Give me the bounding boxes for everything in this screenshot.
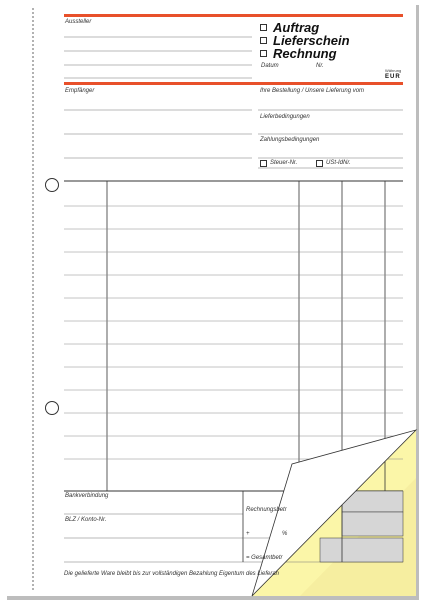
bank-label: Bankverbindung: [65, 493, 109, 499]
total-label: = Gesamtbetr: [246, 555, 283, 561]
checkbox-order[interactable]: [260, 24, 267, 31]
checkbox-tax-number[interactable]: [260, 160, 267, 167]
header-bar-bottom: [64, 82, 403, 85]
doc-type-order: Auftrag: [273, 20, 320, 35]
checkbox-delivery-note[interactable]: [260, 37, 267, 44]
recipient-label: Empfänger: [65, 88, 95, 94]
checkbox-invoice[interactable]: [260, 50, 267, 57]
order-ref-label: Ihre Bestellung / Unsere Lieferung vom: [260, 88, 365, 94]
invoice-amount-label: Rechnungsbetr: [246, 507, 287, 513]
vat-id-label: USt-IdNr.: [326, 160, 351, 166]
delivery-terms-label: Lieferbedingungen: [260, 114, 310, 120]
plus-sign: +: [246, 531, 250, 537]
currency-label: Währung: [385, 68, 402, 73]
percent-sign: %: [282, 531, 288, 537]
date-label: Datum: [261, 63, 279, 69]
checkbox-vat-id[interactable]: [316, 160, 323, 167]
issuer-label: Aussteller: [65, 19, 92, 25]
header-bar-top: [64, 14, 403, 17]
payment-terms-label: Zahlungsbedingungen: [260, 137, 320, 143]
doc-type-invoice: Rechnung: [273, 46, 337, 61]
retention-note: Die gelieferte Ware bleibt bis zur vollständigen Bezahlung Eigentum des Lieferan: [64, 571, 280, 577]
doc-type-delivery-note: Lieferschein: [273, 33, 350, 48]
bank-code-label: BLZ / Konto-Nr.: [65, 517, 107, 523]
currency-value: EUR: [385, 74, 401, 80]
tax-number-label: Steuer-Nr.: [270, 160, 298, 166]
number-label: Nr.: [316, 63, 324, 69]
